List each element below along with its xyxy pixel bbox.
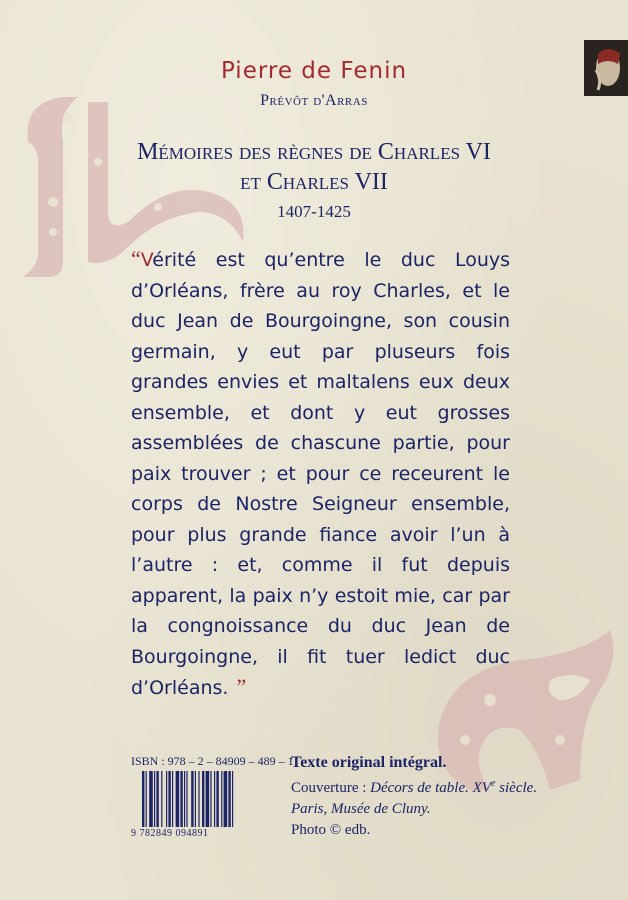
barcode-bar <box>184 771 185 827</box>
quote-close-mark: ” <box>236 674 247 699</box>
barcode-bar <box>195 771 196 827</box>
barcode-bar <box>191 771 193 827</box>
barcode-bar <box>176 771 180 827</box>
credits-museum: Paris, Musée de Cluny. <box>291 801 431 817</box>
barcode-bar <box>180 771 182 827</box>
credits-photo: Photo © edb. <box>291 822 371 838</box>
credits-original-text: Texte original intégral. <box>291 754 447 771</box>
barcode-bar <box>161 771 162 827</box>
barcode-bar <box>202 771 204 827</box>
barcode-bar <box>149 771 153 827</box>
quote-initial-letter: V <box>140 249 153 271</box>
barcode <box>142 771 267 827</box>
barcode-bar <box>232 771 233 827</box>
book-title-line1: Mémoires des règnes de Charles VI <box>137 139 491 165</box>
barcode-bar <box>216 771 218 827</box>
credits-block <box>291 752 611 841</box>
barcode-bar <box>206 771 210 827</box>
barcode-bar <box>198 771 199 827</box>
barcode-bar <box>156 771 158 827</box>
barcode-bar <box>221 771 222 827</box>
book-title-line2: et Charles VII <box>240 169 388 195</box>
isbn-number: ISBN : 978 – 2 – 84909 – 489 – 1 <box>131 754 294 768</box>
quote-text: érité est qu’entre le duc Louys d’Orléans, frère au roy Charles, et le duc Jean de Bourgoingne, son cousin germain, y eut par pluseurs fois grandes envies et maltalens eux deux ensemble, et dont y eut grosses assemblées de chascune partie, pour paix trouver ; et pour ce receurent le corps de Nostre Seigneur ensemble, pour plus grande fiance avoir l’un à l’autre : et, comme il fut depuis apparent, la paix n’y estoit mie, car par la congnoissance du duc Jean de Bourgoingne, il fit tuer ledict duc d’Orléans. <box>131 249 510 699</box>
barcode-bar <box>146 771 147 827</box>
quote-block <box>131 244 510 704</box>
barcode-bar <box>210 771 211 827</box>
book-years: 1407-1425 <box>277 202 351 221</box>
barcode-bar <box>154 771 155 827</box>
barcode-bar <box>142 771 144 827</box>
author-role: Prévôt d'Arras <box>260 92 368 109</box>
credits-cover: Couverture : Décors de table. XVe siècle. <box>291 778 538 796</box>
author-name: Pierre de Fenin <box>220 58 408 84</box>
quote-open-mark: “ <box>131 246 141 271</box>
barcode-bar <box>168 771 170 827</box>
barcode-bar <box>186 771 187 827</box>
barcode-bar <box>166 771 167 827</box>
barcode-digits: 9 782849 094891 <box>131 828 209 839</box>
barcode-bar <box>214 771 215 827</box>
barcode-bar <box>172 771 173 827</box>
barcode-bar <box>228 771 230 827</box>
barcode-bar <box>224 771 228 827</box>
